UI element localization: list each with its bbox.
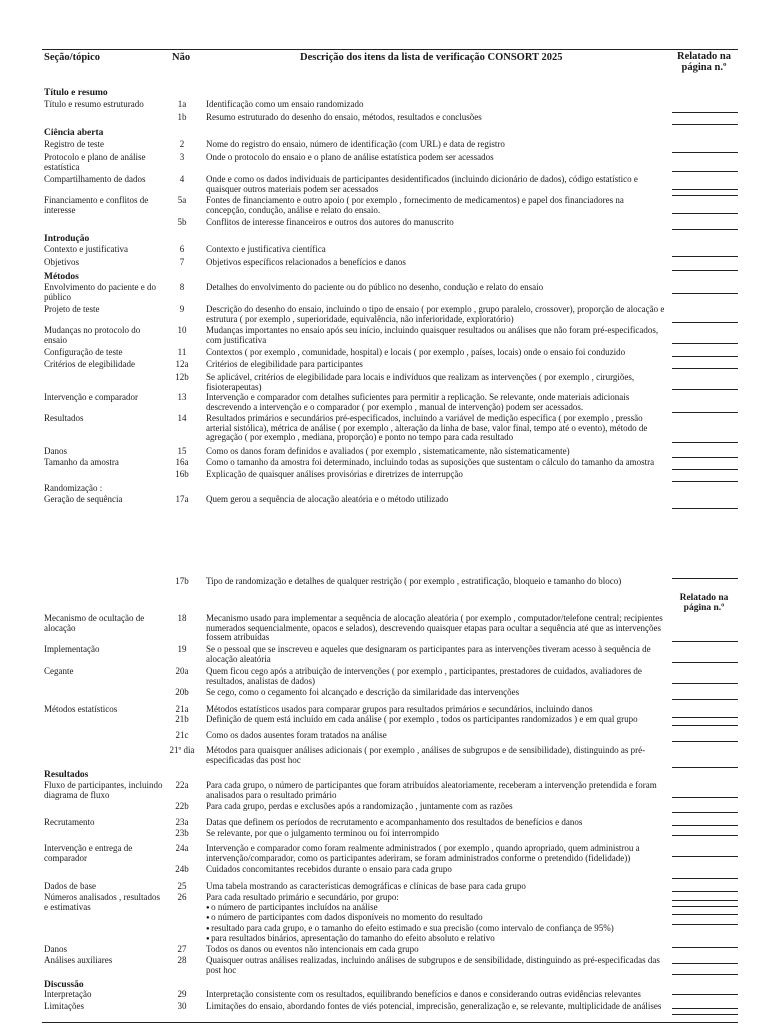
row-description [206,470,666,480]
row-item-number: 14 [177,413,187,423]
page-number-answer-line[interactable] [672,270,738,271]
page-number-answer-line[interactable] [672,963,738,964]
page-number-answer-line[interactable] [672,797,738,798]
row-description-text: Resultados primários e secundários pré-especificados, incluindo a variável de medição específica ( por exemplo , pressão arterial sistólica), métrica de análise ( por exemplo , alteração da linha de base, valor final, tempo até o evento), método de agregação ( por exemplo , mediana, proporção) e ponto no tempo para cada resultado [206,413,648,443]
row-topic: Tamanho da amostra [44,457,119,467]
row-description [206,715,666,725]
row-description-text: Métodos estatísticos usados para comparar grupos para resultados primários e secundários, incluindo danos [206,704,593,714]
row-topic: Cegante [44,666,74,676]
page-number-answer-line[interactable] [672,578,738,579]
row-description-text: Objetivos específicos relacionados a benefícios e danos [206,257,406,267]
row-item-number: 1b [177,112,187,122]
row-item-number: 3 [179,152,185,162]
page-number-answer-line[interactable] [672,699,738,700]
section-open-science: Ciência aberta [44,128,104,138]
outcome-bullet-list [206,903,666,945]
page-number-answer-line[interactable] [672,878,738,879]
row-topic: Análises auxiliares [44,955,113,965]
row-description-text: Se o pessoal que se inscreveu e aqueles que designaram os participantes para as intervenções tiveram acesso à sequência de alocação aleatória [206,644,651,664]
row-description [206,781,666,800]
row-description-text: Explicação de quaisquer análises provisórias e diretrizes de interrupção [206,469,463,479]
row-description-text: Uma tabela mostrando as características demográficas e clínicas de base para cada grupo [206,881,526,891]
row-item-number: 24b [175,864,189,874]
row-description [206,175,666,194]
row-item-number: 5b [177,217,187,227]
row-item-number: 5a [177,195,187,205]
row-description-text: Quaisquer outras análises realizadas, incluindo análises de subgrupos e de sensibilidade, distinguindo as pré-especificadas das post hoc [206,955,660,975]
page-number-answer-line[interactable] [672,213,738,214]
row-description-text: Definição de quem está incluído em cada análise ( por exemplo , todos os participantes randomizados ) e em qual grupo [206,714,638,724]
row-description [206,140,666,150]
row-item-number: 21b [175,714,189,724]
row-item-number: 23a [175,817,189,827]
row-item-number: 26 [177,892,187,902]
row-item-number: 9 [179,304,185,314]
row-topic: Implementação [44,644,100,654]
row-description [206,113,666,123]
row-item-number: 21c [175,730,189,740]
page-number-answer-line[interactable] [672,171,738,172]
row-item-number: 24a [175,843,189,853]
row-description [206,614,666,643]
page-number-answer-line[interactable] [672,906,738,907]
row-item-number: 22a [175,780,189,790]
table-bottom-rule [42,1022,738,1023]
page-number-answer-line[interactable] [672,229,738,230]
row-item-number: 12b [175,372,189,382]
row-description [206,956,666,975]
page-number-answer-line[interactable] [672,974,738,975]
row-item-number: 8 [179,282,185,292]
bullet-item: ● resultado para cada grupo, e o tamanho do efeito estimado e sua precisão (como intervalo de confiança de 95%) [206,924,666,935]
page-number-answer-line[interactable] [672,195,738,196]
row-description-text: Se aplicável, critérios de elegibilidade para locais e indivíduos que realizam as intervenções ( por exemplo , cirurgiões, fisioterapeutas) [206,372,635,392]
row-topic: Compartilhamento de dados [44,174,146,184]
row-item-number: 10 [177,325,187,335]
row-topic: Intervenção e comparador [44,392,138,402]
row-description [206,577,666,587]
row-topic: Projeto de teste [44,304,100,314]
row-item-number: 29 [177,989,187,999]
page-number-answer-line[interactable] [672,856,738,857]
row-topic: Resultados [44,413,84,423]
row-description [206,218,666,228]
row-description-text: Identificação como um ensaio randomizado [206,99,364,109]
row-description [206,373,666,392]
page-number-answer-line[interactable] [672,767,738,768]
row-description-text: Limitações do ensaio, abordando fontes de viés potencial, imprecisão, generalização e, se relevante, multiplicidade de análises [206,1001,662,1011]
page-number-answer-line[interactable] [672,825,738,826]
row-description-text: Como os danos foram definidos e avaliados ( por exemplo , sistematicamente, não sistematicamente) [206,446,570,456]
row-description-text: Intervenção e comparador com detalhes suficientes para permitir a replicação. Se relevante, onde materiais adicionais descrevendo a intervenção e o comparador ( por exemplo , manual de intervenção) podem ser acessados. [206,392,630,412]
row-item-number: 21º dia [169,745,195,755]
row-description [206,731,666,741]
row-description-text: Interpretação consistente com os resultados, equilibrando benefícios e danos e considerando outras evidências relevantes [206,989,641,999]
row-description-text: Métodos para quaisquer análises adicionais ( por exemplo , análises de subgrupos e de sensibilidade), distinguindo as pré-especificadas das post hoc [206,745,646,765]
row-description-text: Cuidados concomitantes recebidos durante o ensaio para cada grupo [206,864,452,874]
row-description [206,196,666,215]
row-description [206,746,666,765]
row-description-text: Contexto e justificativa científica [206,244,326,254]
row-topic: Objetivos [44,257,79,267]
section-introduction: Introdução [44,234,90,244]
page-number-answer-line[interactable] [672,389,738,390]
row-item-number: 28 [177,955,187,965]
row-description-text: Resumo estruturado do desenho do ensaio, métodos, resultados e conclusões [206,112,482,122]
row-description [206,305,666,324]
row-description-text: Quem gerou a sequência de alocação aleatória e o método utilizado [206,494,449,504]
table-top-rule [42,49,738,50]
row-description [206,258,666,268]
section-discussion: Discussão [44,980,84,990]
row-item-number: 16b [175,469,189,479]
row-description-text: Mudanças importantes no ensaio após seu início, incluindo quaisquer resultados ou análises que não foram pré-especificados, com justificativa [206,325,659,345]
row-description-text: Descrição do desenho do ensaio, incluindo o tipo de ensaio ( por exemplo , grupo paralelo, crossover), proporção de alocação e estrutura ( por exemplo , superioridade, equivalência, não inferioridade, exploratório) [206,304,665,324]
row-description [206,893,666,945]
row-topic: Fluxo de participantes, incluindo diagrama de fluxo [44,780,163,800]
row-topic: Critérios de elegibilidade [44,359,135,369]
row-topic: Contexto e justificativa [44,244,128,254]
header-description: Descrição dos itens da lista de verificação CONSORT 2025 [300,52,563,63]
bullet-item: ● o número de participantes com dados disponíveis no momento do resultado [206,913,666,924]
page-number-answer-line[interactable] [672,725,738,726]
row-description-text: Como os dados ausentes foram tratados na análise [206,730,387,740]
row-description [206,326,666,345]
header-section: Seção/tópico [44,52,100,63]
page-number-answer-line[interactable] [672,835,738,836]
page-number-answer-line[interactable] [672,442,738,443]
page-number-answer-line[interactable] [672,322,738,323]
row-topic: Financiamento e conflitos de interesse [44,195,149,215]
row-description-text: Onde o protocolo do ensaio e o plano de análise estatística podem ser acessados [206,152,494,162]
row-item-number: 13 [177,392,187,402]
row-description [206,667,666,686]
page-number-answer-line[interactable] [672,891,738,892]
page-number-answer-line[interactable] [672,469,738,470]
row-item-number: 12a [175,359,189,369]
row-item-number: 19 [177,644,187,654]
row-item-number: 1a [177,99,187,109]
page-number-answer-line[interactable] [672,508,738,509]
page-number-answer-line[interactable] [672,947,738,948]
row-description-text: Fontes de financiamento e outro apoio ( por exemplo , fornecimento de medicamentos) e papel dos financiadores na concepção, condução, análise e relato do ensaio. [206,195,624,215]
row-description [206,393,666,412]
page-number-answer-line[interactable] [672,457,738,458]
row-description [206,360,666,370]
row-topic: Envolvimento do paciente e do público [44,282,156,302]
row-description-text: Quem ficou cego após a atribuição de intervenções ( por exemplo , participantes, prestadores de cuidados, avaliadores de resultados, analistas de dados) [206,666,642,686]
page-number-answer-line[interactable] [672,112,738,113]
page-number-answer-line[interactable] [672,256,738,257]
page-number-answer-line[interactable] [672,368,738,369]
page-number-answer-line[interactable] [672,124,738,125]
page-number-answer-line[interactable] [672,812,738,813]
row-topic: Recrutamento [44,817,95,827]
row-topic: Título e resumo estruturado [44,99,144,109]
row-item-number: 20b [175,687,189,697]
page-number-answer-line[interactable] [672,924,738,925]
row-item-number: 4 [179,174,185,184]
page-number-answer-line[interactable] [672,356,738,357]
row-topic: Mudanças no protocolo do ensaio [44,325,141,345]
row-description-text: Para cada grupo, o número de participantes que foram atribuídos aleatoriamente, receberam a intervenção pretendida e foram analisados para o resultado primário [206,780,657,800]
page-number-answer-line[interactable] [672,293,738,294]
row-item-number: 7 [179,257,185,267]
row-description [206,348,666,358]
row-topic: Intervenção e entrega de comparador [44,843,133,863]
row-item-number: 30 [177,1001,187,1011]
row-topic: Geração de sequência [44,494,123,504]
row-topic: Randomização : [44,483,103,493]
page-number-answer-line[interactable] [672,717,738,718]
row-item-number: 6 [179,244,185,254]
page-number-answer-line[interactable] [672,914,738,915]
row-description [206,100,666,110]
row-description-text: Se relevante, por que o julgamento terminou ou foi interrompido [206,828,439,838]
row-item-number: 16a [175,457,189,467]
row-description [206,844,666,863]
row-description [206,865,666,875]
row-description [206,829,666,839]
row-description [206,990,666,1000]
row-description-text: Para cada grupo, perdas e exclusões após a randomização , juntamente com as razões [206,801,513,811]
bullet-item: ● para resultados binários, apresentação do tamanho do efeito absoluto e relativo [206,934,666,945]
row-topic: Danos [44,446,67,456]
row-item-number: 17b [175,576,189,586]
page-number-answer-line[interactable] [672,343,738,344]
row-item-number: 11 [177,347,187,357]
page-number-answer-line[interactable] [672,481,738,482]
row-description [206,945,666,955]
row-topic: Interpretação [44,989,92,999]
row-description [206,645,666,664]
row-description-text: Conflitos de interesse financeiros e outros dos autores do manuscrito [206,217,454,227]
row-description-text: Intervenção e comparador como foram realmente administrados ( por exemplo , quando apropriado, quem administrou a intervenção/comparador, como os participantes aderiram, se foram administrados conforme o pretendido (fidelidade)) [206,843,640,863]
header-reported-page-repeat: Relatado na página n.º [679,593,729,613]
row-item-number: 17a [175,494,189,504]
page-number-answer-line[interactable] [672,741,738,742]
header-reported-page: Relatado na página n.º [677,51,731,73]
row-description [206,802,666,812]
row-description [206,818,666,828]
row-item-number: 18 [177,613,187,623]
row-description [206,1002,666,1012]
row-description-text: Se cego, como o cegamento foi alcançado e descrição da similaridade das intervenções [206,687,520,697]
row-description [206,283,666,293]
row-description-text: Critérios de elegibilidade para participantes [206,359,363,369]
row-description-text: Detalhes do envolvimento do paciente ou do público no desenho, condução e relato do ensaio [206,282,544,292]
row-description-text: Nome do registro do ensaio, número de identificação (com URL) e data de registro [206,139,505,149]
row-description [206,882,666,892]
row-topic: Protocolo e plano de análise estatística [44,152,146,172]
row-item-number: 27 [177,944,187,954]
page-number-answer-line[interactable] [672,683,738,684]
row-item-number: 15 [177,446,187,456]
row-topic: Números analisados , resultados e estimativas [44,892,160,912]
row-description-text: Contextos ( por exemplo , comunidade, hospital) e locais ( por exemplo , países, locais) onde o ensaio foi conduzido [206,347,626,357]
row-item-number: 2 [179,139,185,149]
row-description [206,688,666,698]
row-topic: Danos [44,944,67,954]
section-results: Resultados [44,770,89,780]
page-number-answer-line[interactable] [672,412,738,413]
row-topic: Configuração de teste [44,347,123,357]
row-item-number: 23b [175,828,189,838]
row-description [206,458,666,468]
page-number-answer-line[interactable] [672,1014,738,1015]
row-description-text: Datas que definem os períodos de recrutamento e acompanhamento dos resultados de benefícios e danos [206,817,583,827]
row-topic: Mecanismo de ocultação de alocação [44,613,145,633]
row-description [206,153,666,163]
consort-checklist [42,0,738,1024]
row-description-text: Todos os danos ou eventos não intencionais em cada grupo [206,944,419,954]
row-topic: Dados de base [44,881,96,891]
row-topic: Métodos estatísticos [44,704,118,714]
section-title-abstract: Título e resumo [44,88,108,98]
row-topic: Limitações [44,1001,84,1011]
page-number-answer-line[interactable] [672,994,738,995]
row-item-number: 21a [175,704,189,714]
row-description-text: Para cada resultado primário e secundário, por grupo: [206,892,399,902]
row-description-text: Como o tamanho da amostra foi determinado, incluindo todas as suposições que sustentam o cálculo do tamanho da amostra [206,457,655,467]
row-description [206,447,666,457]
header-number: Não [172,52,191,63]
row-item-number: 20a [175,666,189,676]
page-number-answer-line[interactable] [672,662,738,663]
page-number-answer-line[interactable] [672,152,738,153]
row-item-number: 25 [177,881,187,891]
page-number-answer-line[interactable] [672,189,738,190]
section-methods: Métodos [44,272,79,282]
row-description-text: Onde e como os dados individuais de participantes desidentificados (incluindo dicionário de dados), código estatístico e quaisquer outros materiais podem ser acessados [206,174,638,194]
row-description-text: Mecanismo usado para implementar a sequência de alocação aleatória ( por exemplo , computador/telefone central; recipientes numerados sequencialmente, opacos e selados), descrevendo quaisquer etapas para ocultar a sequência até que as intervenções fossem atribuídas [206,613,663,643]
page-number-answer-line[interactable] [672,1008,738,1009]
row-description-text: Tipo de randomização e detalhes de qualquer restrição ( por exemplo , estratificação, bloqueio e tamanho do bloco) [206,576,622,586]
row-description [206,245,666,255]
bullet-item: ● o número de participantes incluídos na análise [206,903,666,914]
row-description [206,495,666,505]
row-topic: Registro de teste [44,139,104,149]
row-item-number: 22b [175,801,189,811]
page-number-answer-line[interactable] [672,641,738,642]
row-description [206,414,666,443]
page-number-answer-line[interactable] [672,900,738,901]
